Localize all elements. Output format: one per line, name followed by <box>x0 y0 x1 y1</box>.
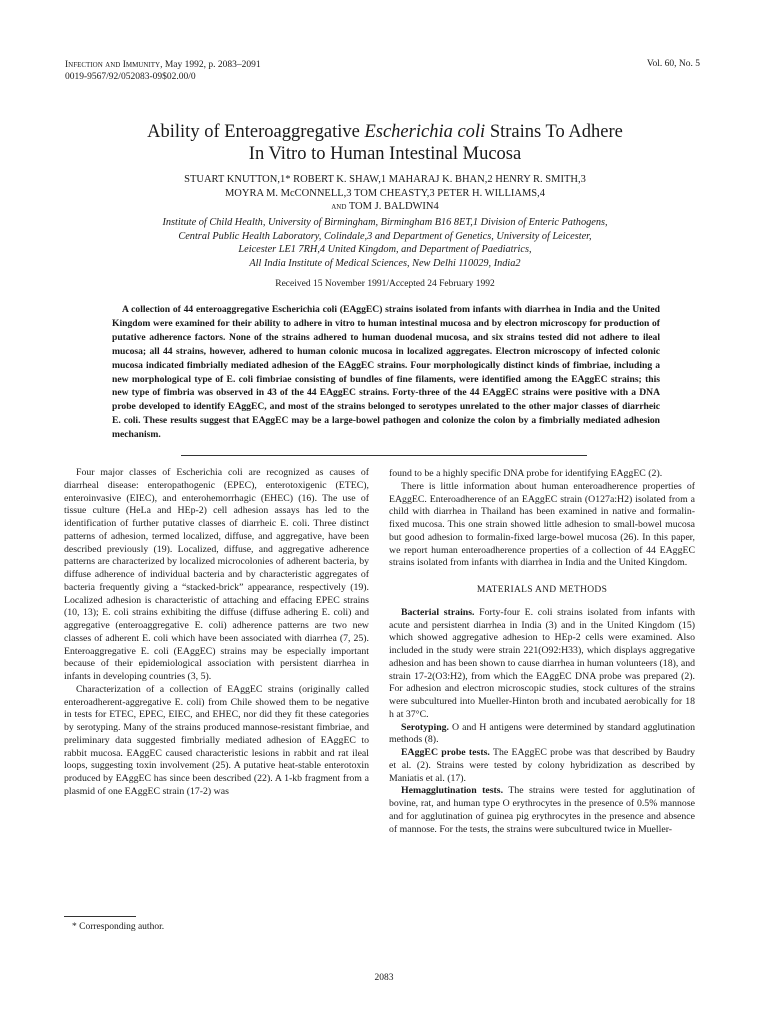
section-heading: MATERIALS AND METHODS <box>476 585 608 595</box>
footnote: * Corresponding author. <box>72 922 165 932</box>
abstract: A collection of 44 enteroaggregative Escherichia coli (EAggEC) strains isolated from infants with diarrhea in India and the United Kingdom were examined for their ability to adhere in vitro to human intestinal mucosa and by electron microscopy for production of putative adherence factors. None of the strains adhered to human duodenal mucosa, and six strains tested did not adhere to ileal mucosa; all 44 strains, however, adhered to human colonic mucosa in localized aggregates. Electron microscopy of infected colonic mucosa indicated fimbrially mediated adhesion of the EAggEC strains. Four morphologically distinct kinds of fimbriae, including a new morphological type of E. coli fimbriae consisting of bundles of fine filaments, were identified among the EAggEC strains; this new type of fimbria was observed in 43 of the 44 EAggEC strains. Forty-three of the 44 EAggEC strains were positive with a DNA probe developed to identify EAggEC, and most of the strains belonged to serotypes unrelated to the other major classes of diarrheic E. coli. These results suggest that EAggEC may be a large-bowel pathogen and colonize the colon by a fimbrially mediated adhesion mechanism. <box>112 304 660 441</box>
intro-paragraph-4: There is little information about human enteroadherence properties of EAggEC. Enteroadherence of an EAggEC strain (O127a:H2) isolated from a child with diarrhea in Thailand has been examined in native and formalin-fixed mucosa. This one strain showed little adhesion to small-bowel mucosa but good adhesion to formalin-fixed large-bowel mucosa (26). In this paper, we report human enteroadherence properties of a collection of 44 EAggEC strains isolated from infants with diarrhea in India and the United Kingdom. <box>389 480 695 569</box>
journal-code: 0019-9567/92/052083-09$02.00/0 <box>65 72 196 82</box>
affiliation-line-1: Institute of Child Health, University of Birmingham, Birmingham B16 8ET,1 Division of Enteric Pathogens, <box>162 217 608 228</box>
affiliation-line-4: All India Institute of Medical Sciences, New Delhi 110029, India2 <box>249 257 521 269</box>
affiliation-line-3: Leicester LE1 7RH,4 United Kingdom, and Department of Paediatrics, <box>238 244 532 255</box>
methods-bacterial-strains: Bacterial strains. Forty-four E. coli strains isolated from infants with acute and persistent diarrhea in India (3) and in the United Kingdom (15) which showed aggregative adhesion to HEp-2 cells were examined. Also included in the study were strain 221(O92:H33), which displays aggregative adhesion and has been shown to cause diarrhea in human volunteers (18), and strain 17-2(O3:H2), from which the EAggEC DNA probe was prepared (2). For adhesion and electron microscopic studies, stock cultures of the strains were subcultured into Mueller-Hinton broth and incubated aerobically for 18 h at 37°C. <box>389 606 695 720</box>
volume-label: Vol. 60, No. 5 <box>646 59 700 69</box>
authors-line-2: MOYRA M. McCONNELL,3 TOM CHEASTY,3 PETER H. WILLIAMS,4 <box>224 187 546 199</box>
affiliations <box>60 216 710 270</box>
title-line-2: In Vitro to Human Intestinal Mucosa <box>248 144 522 164</box>
subsection-heading: Serotyping. <box>401 721 449 733</box>
right-column <box>389 468 695 836</box>
intro-paragraph-1: Four major classes of Escherichia coli are recognized as causes of diarrheal disease: enteropathogenic (EPEC), enterotoxigenic (ETEC), enteroinvasive (EIEC), and enterohemorrhagic (EHEC) (16). The use of tissue culture (HeLa and HEp-2) cell adhesion assays has led to the identification of further putative classes of diarrheic E. coli. Three distinct patterns of adhesion, termed localized, diffuse, and aggregative, have been described previously (19). Localized, diffuse, and aggregative adherence patterns are characterized by localized microcolonies of adherent bacteria, by diffuse adherence of individual bacteria and by characteristic aggregates of bacteria frequently giving a “stacked-brick” appearance, respectively (19). Localized adhesion is characteristic of attaching and effacing EPEC strains (10, 13); E. coli strains exhibiting the diffuse (diffuse adhering E. coli) and aggregative (enteroaggregative E. coli) adherence patterns are two new classes of adherent E. coli which have been associated with diarrhea (7, 25). Enteroaggregative E. coli (EAggEC) strains may be especially important because of their epidemiological association with persistent diarrhea in infants in developing countries (3, 5). <box>64 467 369 682</box>
journal-name: Infection and Immunity <box>65 60 161 70</box>
journal-citation <box>65 59 261 71</box>
subsection-heading: Hemagglutination tests. <box>401 785 504 797</box>
affiliation-line-2: Central Public Health Laboratory, Colindale,3 and Department of Genetics, University of Leicester, <box>178 230 592 242</box>
methods-serotyping: Serotyping. O and H antigens were determined by standard agglutination methods (8). <box>389 721 695 746</box>
methods-hemagglutination: Hemagglutination tests. The strains were tested for agglutination of bovine, rat, and human type O erythrocytes in the presence of 0.5% mannose and for agglutination of guinea pig erythrocytes in the presence and absence of mannose. For the tests, the strains were subcultured twice in Mueller- <box>389 785 695 835</box>
received-date: Received 15 November 1991/Accepted 24 February 1992 <box>275 279 495 289</box>
journal-issue: , May 1992, p. 2083–2091 <box>160 60 261 70</box>
page-number: 2083 <box>374 973 394 983</box>
author-list <box>80 173 690 214</box>
authors-line-3: and TOM J. BALDWIN4 <box>331 201 439 212</box>
subsection-heading: EAggEC probe tests. <box>401 747 490 758</box>
article-title <box>60 121 710 165</box>
left-column <box>64 467 369 799</box>
abstract-divider <box>181 455 587 456</box>
authors-line-1: STUART KNUTTON,1* ROBERT K. SHAW,1 MAHARAJ K. BHAN,2 HENRY R. SMITH,3 <box>184 174 586 185</box>
journal-header <box>65 59 261 83</box>
title-line-1: Ability of Enteroaggregative Escherichia coli Strains To Adhere <box>147 122 623 142</box>
intro-paragraph-3: found to be a highly specific DNA probe for identifying EAggEC (2). <box>389 468 663 479</box>
footnote-divider <box>64 916 136 917</box>
methods-probe-tests: EAggEC probe tests. The EAggEC probe was that described by Baudry et al. (2). Strains were tested by colony hybridization as described by Maniatis et al. (17). <box>389 747 695 784</box>
intro-paragraph-2: Characterization of a collection of EAggEC strains (originally called enteroadherent-aggregative E. coli) from Chile showed them to be negative in tests for ETEC, EPEC, EIEC, and EHEC, nor did they fit these categories by serotyping. Many of the strains produced mannose-resistant fimbriae, and preliminary data suggested fimbrially mediated adhesion of EAggEC to rabbit mucosa. EAggEC caused characteristic lesions in rabbit and rat ileal loops, suggesting toxin involvement (25). A putative heat-stable enterotoxin produced by EAggEC has since been described (22). A 1-kb fragment from a plasmid of one EAggEC strain (17-2) was <box>64 683 369 797</box>
subsection-heading: Bacterial strains. <box>401 606 475 618</box>
